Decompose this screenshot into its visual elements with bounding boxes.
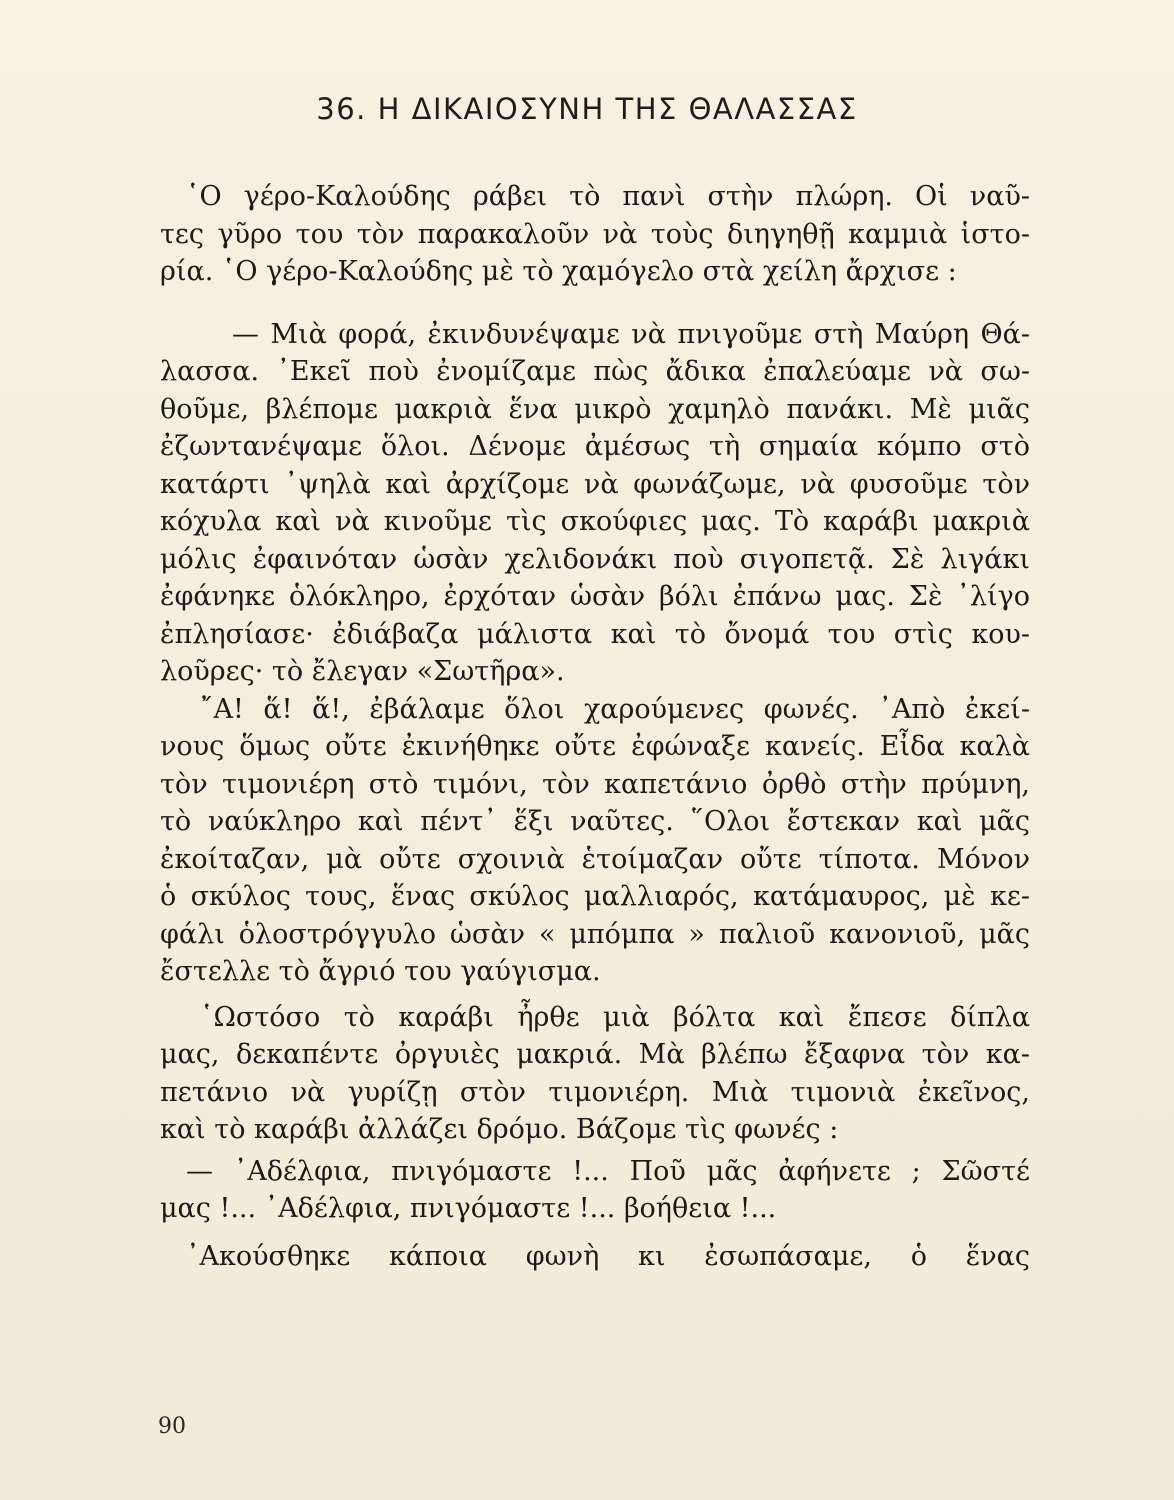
text-line: θοῦμε, βλέπομε μακριὰ ἕνα μικρὸ χαμηλὸ πανάκι. Μὲ μιᾶς [160, 393, 1030, 425]
text-line: ᾿Ακούσθηκε κάποια φωνὴ κι ἐσωπάσαμε, ὁ ἕνας [186, 1240, 1030, 1272]
text-line: λασσα. ᾿Εκεῖ ποὺ ἐνομίζαμε πὼς ἄδικα ἐπαλεύαμε νὰ σω- [160, 356, 1030, 387]
text-line: ῾Ο γέρο-Καλούδης ράβει τὸ πανὶ στὴν πλώρη. Οἱ ναῦ- [186, 181, 1030, 212]
text-line: κόχυλα καὶ νὰ κινοῦμε τὶς σκούφιες μας. Τὸ καράβι μακριὰ [160, 506, 1030, 537]
paragraph-3 [160, 691, 1030, 991]
text-line: μόλις ἐφαινόταν ὡσὰν χελιδονάκι ποὺ σιγοπετᾷ. Σὲ λιγάκι [160, 543, 1030, 575]
paragraph-4 [160, 999, 1030, 1149]
text-line: πετάνιο νὰ γυρίζῃ στὸν τιμονιέρη. Μιὰ τιμονιὰ ἐκεῖνος, [160, 1076, 1030, 1108]
paragraph-5 [160, 1153, 1030, 1228]
text-line: μας !... ᾿Αδέλφια, πνιγόμαστε !... βοήθεια !... [160, 1193, 777, 1224]
paragraph-6 [160, 1238, 1030, 1276]
page-number: 90 [158, 1414, 186, 1439]
chapter-title: 36. Η ΔΙΚΑΙΟΣΥΝΗ ΤΗΣ ΘΑΛΑΣΣΑΣ [316, 92, 858, 126]
text-line: — ᾿Αδέλφια, πνιγόμαστε !... Ποῦ μᾶς ἀφήνετε ; Σῶστέ [186, 1155, 1030, 1187]
text-line: ἐφάνηκε ὁλόκληρο, ἐρχόταν ὡσὰν βόλι ἐπάνω μας. Σὲ ᾿λίγο [160, 581, 1030, 612]
paragraph-1 [160, 178, 1030, 291]
text-line: μας, δεκαπέντε ὀργυιὲς μακριά. Μὰ βλέπω ἔξαφνα τὸν κα- [160, 1039, 1030, 1070]
text-line: ἐπλησίασε· ἐδιάβαζα μάλιστα καὶ τὸ ὄνομά του στὶς κου- [160, 618, 1030, 650]
text-line: ἐζωντανέψαμε ὅλοι. Δένομε ἀμέσως τὴ σημαία κόμπο στὸ [160, 431, 1030, 462]
body-text [160, 178, 1030, 1275]
text-line: φάλι ὁλοστρόγγυλο ὡσὰν « μπόμπα » παλιοῦ κανονιοῦ, μᾶς [160, 918, 1030, 950]
text-line: λοῦρες· τὸ ἔλεγαν «Σωτῆρα». [160, 656, 565, 687]
text-line: ἐκοίταζαν, μὰ οὔτε σχοινιὰ ἑτοίμαζαν οὔτε τίποτα. Μόνον [160, 843, 1030, 875]
text-line: νους ὅμως οὔτε ἐκινήθηκε οὔτε ἐφώναξε κανείς. Εἶδα καλὰ [160, 731, 1030, 762]
text-line: τες γῦρο του τὸν παρακαλοῦν νὰ τοὺς διηγηθῇ καμμιὰ ἱστο- [160, 218, 1030, 250]
text-line: κατάρτι ᾿ψηλὰ καὶ ἀρχίζομε νὰ φωνάζωμε, νὰ φυσοῦμε τὸν [160, 468, 1030, 500]
paragraph-2 [160, 316, 1030, 691]
text-line: ῾Ωστόσο τὸ καράβι ἦρθε μιὰ βόλτα καὶ ἔπεσε δίπλα [200, 1001, 1030, 1033]
text-line: ῎Α! ἅ! ἅ!, ἐβάλαμε ὅλοι χαρούμενες φωνές. ᾿Απὸ ἐκεί- [200, 693, 1030, 725]
text-line: ὁ σκύλος τους, ἕνας σκύλος μαλλιαρός, κατάμαυρος, μὲ κε- [160, 881, 1030, 912]
text-line: ρία. ῾Ο γέρο-Καλούδης μὲ τὸ χαμόγελο στὰ χείλη ἄρχισε : [160, 256, 957, 287]
text-line: — Μιὰ φορά, ἐκινδυνέψαμε νὰ πνιγοῦμε στὴ Μαύρη Θά- [232, 318, 1030, 350]
text-line: ἔστελλε τὸ ἄγριό του γαύγισμα. [160, 956, 601, 987]
text-line: τὸ ναύκληρο καὶ πέντ᾿ ἕξι ναῦτες. ῞Ολοι ἔστεκαν καὶ μᾶς [160, 806, 1030, 837]
text-line: καὶ τὸ καράβι ἀλλάζει δρόμο. Βάζομε τὶς φωνές : [160, 1114, 839, 1145]
text-line: τὸν τιμονιέρη στὸ τιμόνι, τὸν καπετάνιο ὀρθὸ στὴν πρύμνη, [160, 768, 1030, 800]
